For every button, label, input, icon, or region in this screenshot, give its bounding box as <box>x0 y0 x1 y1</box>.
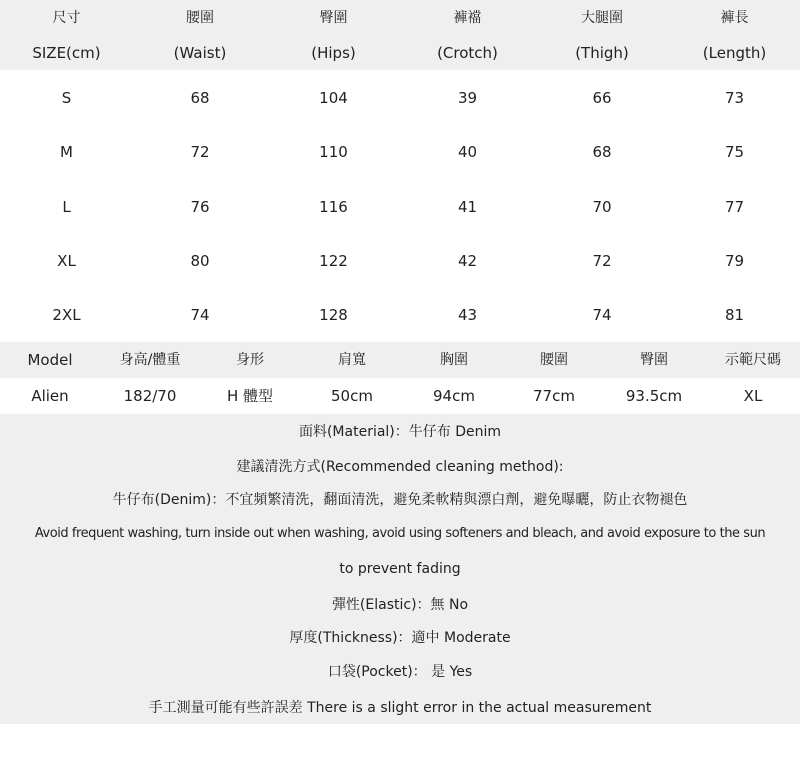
thigh-cell: 68 <box>592 143 612 161</box>
table-row <box>0 297 800 333</box>
worn-size-cell: XL <box>743 387 763 405</box>
hips-cell: 116 <box>319 198 348 216</box>
elastic-note: 彈性(Elastic)：無 No <box>331 597 469 613</box>
header-cell: 褲襠 <box>453 10 482 26</box>
length-cell: 79 <box>724 252 745 270</box>
measurement-disclaimer: 手工測量可能有些許誤差 There is a slight error in the actual measurement <box>148 700 652 716</box>
size-header-row-en <box>0 35 800 71</box>
height-weight-cell: 182/70 <box>123 387 177 405</box>
header-cell: 胸圍 <box>440 352 468 368</box>
model-header-row <box>0 342 800 378</box>
header-cell: Model <box>27 351 73 369</box>
crotch-cell: 40 <box>457 143 478 161</box>
waist-cell: 68 <box>190 89 210 107</box>
header-cell: 臀圍 <box>319 10 348 26</box>
hips-cell: 93.5cm <box>625 387 683 405</box>
table-row <box>0 243 800 279</box>
thigh-cell: 66 <box>592 89 612 107</box>
header-cell: (Hips) <box>311 44 356 62</box>
material-note: 面料(Material)：牛仔布 Denim <box>298 424 502 440</box>
crotch-cell: 43 <box>457 306 478 324</box>
model-row <box>0 378 800 414</box>
header-cell: 尺寸 <box>52 10 81 26</box>
crotch-cell: 42 <box>457 252 478 270</box>
waist-cell: 72 <box>190 143 210 161</box>
chest-cell: 94cm <box>433 387 475 405</box>
hips-cell: 104 <box>319 89 348 107</box>
cleaning-note-en-cont: to prevent fading <box>339 561 461 577</box>
table-row <box>0 80 800 116</box>
size-cell: S <box>61 89 72 107</box>
thickness-note: 厚度(Thickness)：適中 Moderate <box>289 630 511 646</box>
length-cell: 77 <box>724 198 745 216</box>
table-row <box>0 134 800 170</box>
length-cell: 75 <box>724 143 745 161</box>
header-cell: (Waist) <box>173 44 227 62</box>
size-cell: L <box>62 198 71 216</box>
thigh-cell: 72 <box>592 252 612 270</box>
thigh-cell: 74 <box>592 306 612 324</box>
header-cell: 身高/體重 <box>119 352 181 368</box>
hips-cell: 110 <box>319 143 348 161</box>
size-header-row-zh <box>0 0 800 36</box>
header-cell: 大腿圍 <box>581 10 623 26</box>
crotch-cell: 39 <box>457 89 478 107</box>
body-type-cell: H 體型 <box>226 387 274 405</box>
header-cell: 肩寬 <box>338 352 366 368</box>
header-cell: 腰圍 <box>186 10 214 26</box>
model-name-cell: Alien <box>31 387 69 405</box>
header-cell: 示範尺碼 <box>725 352 781 368</box>
thigh-cell: 70 <box>592 198 612 216</box>
cleaning-note-en: Avoid frequent washing, turn inside out when washing, avoid using softeners and bleach, and avoid exposure to the sun <box>34 526 766 541</box>
waist-cell: 76 <box>190 198 210 216</box>
waist-cell: 80 <box>190 252 210 270</box>
crotch-cell: 41 <box>457 198 478 216</box>
header-cell: SIZE(cm) <box>32 44 101 62</box>
waist-cell: 77cm <box>533 387 575 405</box>
header-cell: 臀圍 <box>640 352 668 368</box>
cleaning-note-zh: 牛仔布(Denim)：不宜頻繁清洗，翻面清洗，避免柔軟精與漂白劑，避免曝曬，防止衣物褪色 <box>112 492 688 508</box>
pocket-note: 口袋(Pocket)： 是 Yes <box>327 664 473 680</box>
cleaning-heading: 建議清洗方式(Recommended cleaning method): <box>236 459 564 475</box>
header-cell: 腰圍 <box>540 352 568 368</box>
shoulder-cell: 50cm <box>331 387 373 405</box>
header-cell: 身形 <box>236 352 264 368</box>
length-cell: 81 <box>724 306 745 324</box>
length-cell: 73 <box>724 89 745 107</box>
hips-cell: 128 <box>319 306 348 324</box>
header-cell: (Thigh) <box>575 44 629 62</box>
header-cell: (Length) <box>702 44 767 62</box>
waist-cell: 74 <box>190 306 210 324</box>
hips-cell: 122 <box>319 252 348 270</box>
header-cell: (Crotch) <box>437 44 498 62</box>
size-cell: M <box>60 143 73 161</box>
size-cell: 2XL <box>52 306 81 324</box>
header-cell: 褲長 <box>720 10 749 26</box>
size-cell: XL <box>57 252 76 270</box>
table-row <box>0 189 800 225</box>
